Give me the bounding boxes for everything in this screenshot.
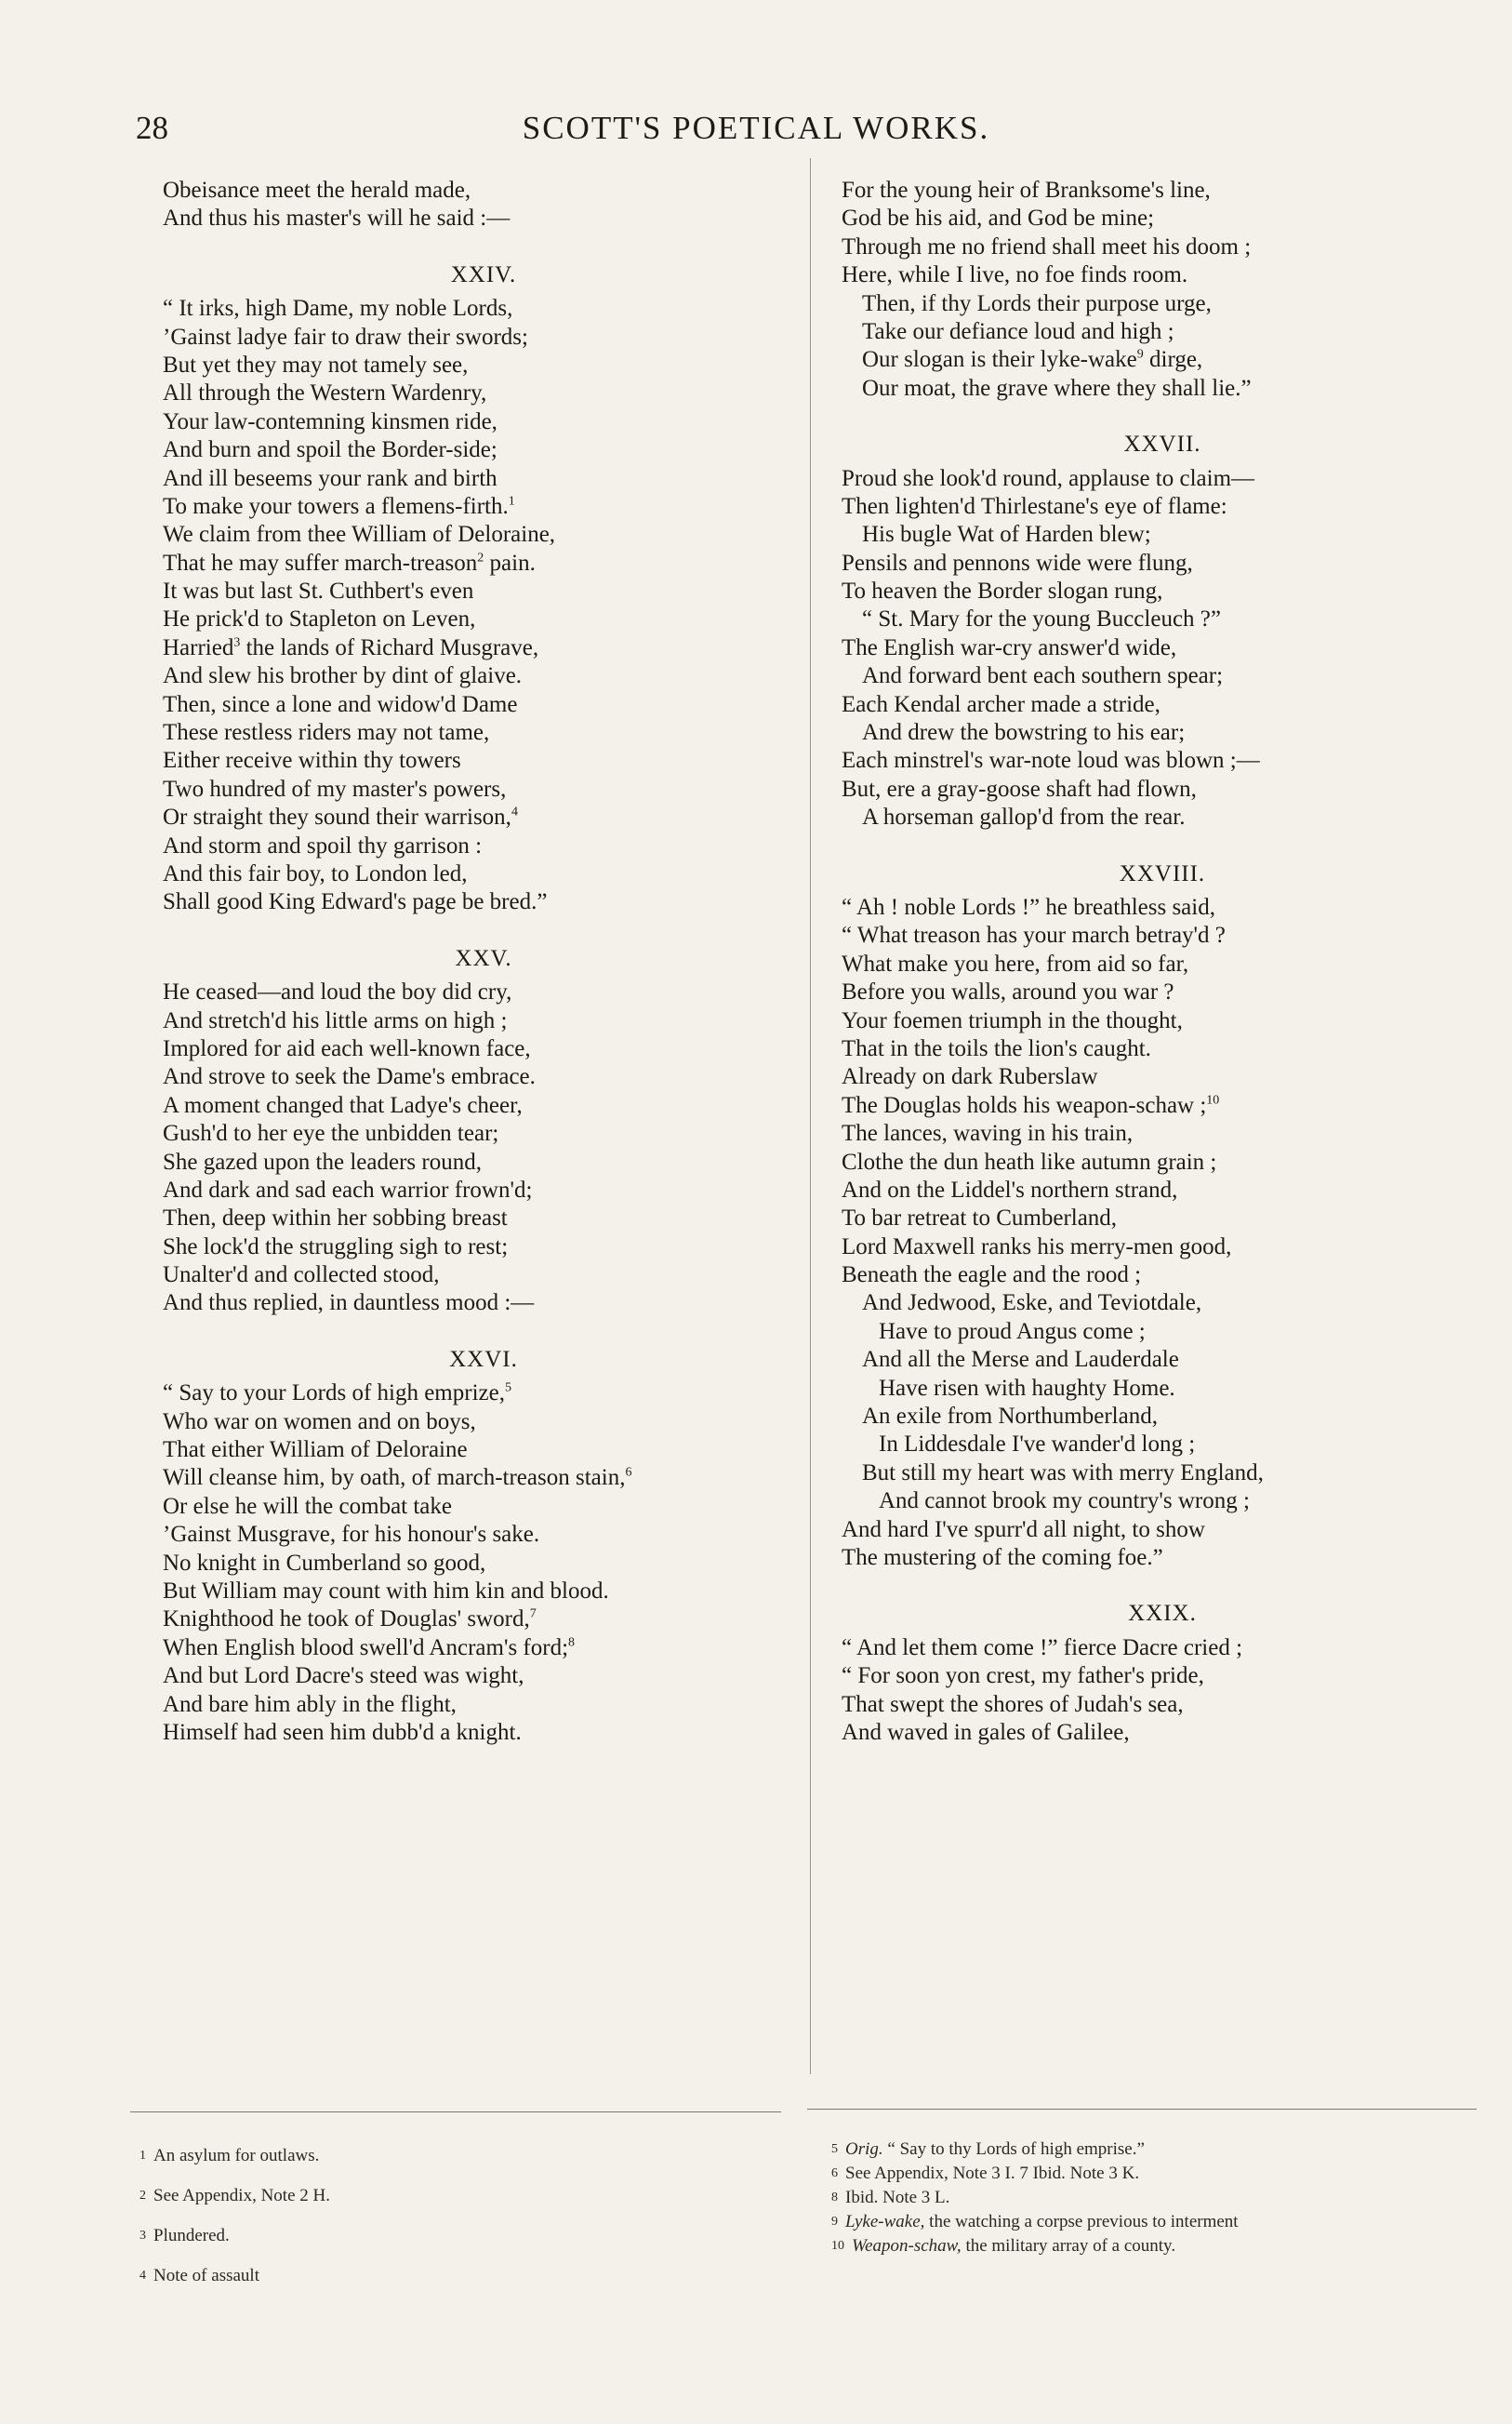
verse-text: The mustering of the coming foe.” [842,1544,1163,1570]
verse-text: And forward bent each southern spear; [862,663,1224,689]
verse-line [842,1007,1483,1035]
verse-text: The lances, waving in his train, [842,1121,1134,1147]
verse-text: And slew his brother by dint of glaive. [163,663,523,689]
verse-text: An exile from Northumberland, [862,1404,1158,1430]
verse-line [842,951,1483,979]
verse-line [163,1205,804,1232]
stanza-number: XXVIII. [1119,860,1206,886]
verse-line [842,521,1483,549]
verse-text: A moment changed that Ladye's cheer, [163,1092,523,1118]
verse-line [842,1035,1483,1063]
verse-text: And strove to seek the Dame's embrace. [163,1064,536,1090]
verse-text: Beneath the eagle and the rood ; [842,1262,1142,1288]
verse-text: Obeisance meet the herald made, [163,178,471,203]
verse-text: And ill beseems your rank and birth [163,465,497,491]
verse-line [842,691,1483,719]
verse-line [842,894,1483,922]
verse-line [163,578,804,606]
verse-line [842,375,1483,403]
verse-text: All through the Western Wardenry, [163,380,487,406]
verse-text: He prick'd to Stapleton on Leven, [163,606,476,633]
verse-line [163,493,804,521]
verse-line [842,493,1483,521]
verse-text: And cannot brook my country's wrong ; [879,1488,1250,1514]
verse-line [163,1177,804,1205]
verse-text: Lord Maxwell ranks his merry-men good, [842,1233,1232,1259]
footnote-mark: 1 [139,2149,146,2163]
footnote-term: Orig. [845,2139,883,2159]
verse-text: But William may count with him kin and blood. [163,1578,609,1604]
verse-line [163,634,804,662]
footnote-mark: 9 [831,2215,838,2229]
verse-line [842,804,1483,832]
verse-line [163,1261,804,1289]
verse-text: “ It irks, high Dame, my noble Lords, [163,296,513,322]
verse-line [163,1464,804,1492]
verse-line [842,1063,1483,1091]
verse-line [163,1662,804,1690]
footnote-text: the watching a corpse previous to interment [924,2212,1239,2231]
verse-line [842,465,1483,493]
verse-line [163,205,804,233]
verse-text: And waved in gales of Galilee, [842,1719,1130,1745]
footnote-mark: 4 [139,2269,146,2283]
verse-text: Through me no friend shall meet his doom ; [842,233,1252,260]
verse-text: But yet they may not tamely see, [163,352,469,378]
verse-text: Then, since a lone and widow'd Dame [163,691,518,717]
verse-text: “ Ah ! noble Lords !” he breathless said, [842,894,1215,920]
footnote-ref: 9 [1136,348,1144,363]
verse-line [842,1289,1483,1317]
verse-text: Implored for aid each well-known face, [163,1035,531,1061]
verse-text: When English blood swell'd Ancram's ford; [163,1634,569,1660]
verse-text: Pensils and pennons wide were flung, [842,550,1193,576]
footnote-rule-left [130,2111,781,2112]
verse-line [163,776,804,804]
verse-text: A horseman gallop'd from the rear. [862,805,1186,831]
footnote-ref: 4 [511,805,518,819]
verse-line [163,1063,804,1091]
verse-text-continued: pain. [484,550,536,576]
verse-text-continued: dirge, [1143,347,1203,373]
verse-line [163,352,804,380]
verse-text: Himself had seen him dubb'd a knight. [163,1719,522,1745]
verse-line [163,436,804,464]
verse-text: Or straight they sound their warrison, [163,805,511,831]
verse-line [842,1375,1483,1403]
verse-text: Then, if thy Lords their purpose urge, [862,290,1212,316]
page-number: 28 [136,110,168,146]
verse-line [842,1634,1483,1662]
verse-line [842,1120,1483,1148]
verse-text: Our moat, the grave where they shall lie.” [862,375,1252,401]
verse-text: And thus replied, in dauntless mood :— [163,1290,535,1316]
footnote [139,2256,330,2296]
verse-text: The Douglas holds his weapon-schaw ; [842,1092,1207,1118]
footnote-mark: 6 [831,2166,838,2180]
verse-line [842,634,1483,662]
verse-line [163,832,804,860]
verse-text: Each minstrel's war-note loud was blown ;— [842,748,1260,774]
verse-text: Then lighten'd Thirlestane's eye of flame: [842,493,1227,519]
footnote [831,2138,1239,2162]
verse-line [842,1431,1483,1458]
verse-line [842,1487,1483,1515]
verse-text: We claim from thee William of Deloraine, [163,522,556,548]
verse-text: In Liddesdale I've wander'd long ; [879,1432,1196,1458]
verse-text: That he may suffer march-treason [163,550,478,576]
footnote-text: See Appendix, Note 2 H. [153,2186,330,2205]
footnote-ref: 2 [477,551,484,566]
verse-line [842,205,1483,233]
footnote [139,2216,330,2256]
footnote-text: Plundered. [153,2226,230,2245]
verse-line [842,1261,1483,1289]
verse-text: And bare him ably in the flight, [163,1691,457,1717]
column-divider [810,158,811,2074]
verse-line [842,606,1483,633]
verse-text: “ Say to your Lords of high emprize, [163,1380,505,1406]
verse-text: Our slogan is their lyke-wake [862,347,1137,373]
verse-line [163,1289,804,1317]
verse-line [163,1092,804,1120]
verse-text: He ceased—and loud the boy did cry, [163,979,512,1006]
verse-text: Gush'd to her eye the unbidden tear; [163,1121,499,1147]
verse-line [842,261,1483,289]
verse-text: To heaven the Border slogan rung, [842,579,1163,605]
verse-line [842,747,1483,775]
verse-text: Will cleanse him, by oath, of march-treason stain, [163,1465,626,1491]
verse-text: These restless riders may not tame, [163,720,490,746]
verse-line [842,578,1483,606]
stanza-number: XXVII. [1123,432,1201,458]
verse-line [163,719,804,747]
verse-line [842,1318,1483,1346]
verse-line [163,1035,804,1063]
verse-line [842,1691,1483,1719]
verse-line [163,1120,804,1148]
verse-text: The English war-cry answer'd wide, [842,634,1177,660]
footnote [139,2176,330,2216]
verse-line [842,922,1483,950]
verse-line [842,1205,1483,1232]
verse-line [163,747,804,775]
verse-text: It was but last St. Cuthbert's even [163,579,474,605]
footnote [831,2162,1239,2186]
verse-line [163,1634,804,1662]
verse-line [842,318,1483,346]
verse-text: And burn and spoil the Border-side; [163,437,497,463]
verse-line [842,233,1483,261]
verse-text: His bugle Wat of Harden blew; [862,522,1151,548]
verse-text: “ And let them come !” fierce Dacre cried ; [842,1634,1243,1660]
verse-line [842,1233,1483,1261]
verse-line [163,1719,804,1747]
verse-line [163,979,804,1006]
footnote-text: Note of assault [153,2266,259,2285]
verse-line [163,408,804,436]
verse-text: Shall good King Edward's page be bred.” [163,889,548,915]
verse-text: Who war on women and on boys, [163,1408,476,1434]
verse-line [163,1550,804,1578]
verse-line [163,1691,804,1719]
verse-line [163,662,804,690]
footnote-mark: 3 [139,2229,146,2243]
verse-text: That either William of Deloraine [163,1437,468,1463]
verse-line [163,295,804,323]
verse-text: And storm and spoil thy garrison : [163,832,483,859]
footnote-term: Weapon-schaw, [852,2236,962,2256]
verse-text: Take our defiance loud and high ; [862,318,1174,344]
verse-line [163,1149,804,1177]
verse-line [163,1233,804,1261]
verse-line [842,1662,1483,1690]
footnote [831,2234,1239,2258]
verse-text: And thus his master's will he said :— [163,206,511,232]
verse-text: Your foemen triumph in the thought, [842,1007,1183,1033]
left-column [163,177,804,1747]
verse-line [163,691,804,719]
verse-text: Unalter'd and collected stood, [163,1262,440,1288]
verse-line [163,804,804,832]
verse-line [842,662,1483,690]
footnote-ref: 6 [625,1466,632,1481]
footnote-text: the military array of a county. [961,2236,1176,2256]
verse-line [163,324,804,352]
verse-text: But, ere a gray-goose shaft had flown, [842,776,1197,802]
footnote-text: “ Say to thy Lords of high emprise.” [882,2139,1145,2159]
footnote-ref: 3 [233,635,241,650]
verse-line [842,1516,1483,1544]
footnote-rule-right [807,2109,1477,2110]
footnotes-left [139,2136,330,2296]
verse-text: “ St. Mary for the young Buccleuch ?” [862,606,1221,633]
verse-text: And Jedwood, Eske, and Teviotdale, [862,1290,1202,1316]
verse-line [842,1149,1483,1177]
verse-line [163,177,804,205]
footnote-ref: 10 [1206,1093,1220,1108]
verse-text: Knighthood he took of Douglas' sword, [163,1606,530,1632]
verse-line [163,888,804,916]
footnote [831,2186,1239,2210]
footnote-mark: 5 [831,2142,838,2156]
verse-text: “ What treason has your march betray'd ? [842,923,1226,949]
verse-line [842,346,1483,374]
verse-text: ’Gainst ladye fair to draw their swords; [163,324,528,350]
verse-text: Clothe the dun heath like autumn grain ; [842,1149,1217,1175]
footnote-text: An asylum for outlaws. [153,2146,320,2165]
verse-text: What make you here, from aid so far, [842,951,1189,977]
verse-line [163,521,804,549]
verse-text: And stretch'd his little arms on high ; [163,1007,508,1033]
footnote [139,2136,330,2176]
verse-text: “ For soon yon crest, my father's pride, [842,1663,1204,1689]
footnote-mark: 8 [831,2191,838,2204]
verse-text: She lock'd the struggling sigh to rest; [163,1233,509,1259]
running-title: SCOTT'S POETICAL WORKS. [522,110,990,146]
verse-line [842,550,1483,578]
verse-text: Here, while I live, no foe finds room. [842,262,1188,288]
verse-text: Each Kendal archer made a stride, [842,691,1161,717]
stanza-number: XXIX. [1128,1601,1197,1627]
verse-line [163,1436,804,1464]
verse-line [842,776,1483,804]
verse-text: To bar retreat to Cumberland, [842,1205,1118,1232]
verse-text: Your law-contemning kinsmen ride, [163,408,497,434]
stanza-number: XXVI. [449,1346,518,1372]
verse-line [163,380,804,407]
verse-text: And this fair boy, to London led, [163,860,468,886]
verse-text: That in the toils the lion's caught. [842,1035,1151,1061]
verse-text: God be his aid, and God be mine; [842,206,1155,232]
verse-text: And hard I've spurr'd all night, to show [842,1516,1205,1542]
verse-text: That swept the shores of Judah's sea, [842,1691,1184,1717]
verse-line [163,606,804,633]
verse-line [842,1719,1483,1747]
verse-text-continued: the lands of Richard Musgrave, [240,634,539,660]
verse-text: Two hundred of my master's powers, [163,776,507,802]
verse-line [163,1578,804,1605]
verse-line [163,465,804,493]
verse-line [842,177,1483,205]
verse-line [842,979,1483,1006]
page-header [0,110,1512,156]
verse-text: And dark and sad each warrior frown'd; [163,1177,533,1203]
verse-text: Have to proud Angus come ; [879,1318,1146,1344]
footnote-ref: 5 [504,1380,511,1395]
footnote-text: See Appendix, Note 3 I. 7 Ibid. Note 3 K. [845,2164,1140,2183]
verse-line [842,1403,1483,1431]
verse-line [163,1379,804,1407]
verse-line [163,1408,804,1436]
verse-line [842,719,1483,747]
verse-line [842,1459,1483,1487]
footnote-ref: 1 [508,494,515,509]
verse-line [842,290,1483,318]
verse-text: Then, deep within her sobbing breast [163,1205,508,1232]
verse-text: Proud she look'd round, applause to claim— [842,465,1255,491]
footnote-text: Ibid. Note 3 L. [845,2188,950,2207]
verse-line [842,1346,1483,1374]
verse-text: Or else he will the combat take [163,1493,452,1519]
verse-line [842,1092,1483,1120]
footnote-ref: 8 [568,1635,576,1650]
verse-text: Have risen with haughty Home. [879,1375,1175,1401]
footnote-term: Lyke-wake, [845,2212,925,2231]
stanza-number: XXIV. [450,261,517,287]
verse-text: To make your towers a flemens-firth. [163,493,509,519]
footnote-mark: 10 [831,2239,844,2253]
verse-text: She gazed upon the leaders round, [163,1149,482,1175]
verse-text: Harried [163,634,234,660]
verse-text: ’Gainst Musgrave, for his honour's sake. [163,1522,540,1548]
verse-line [842,1544,1483,1572]
verse-text: No knight in Cumberland so good, [163,1550,486,1576]
footnote [831,2210,1239,2234]
verse-text: Already on dark Ruberslaw [842,1064,1098,1090]
verse-line [163,1605,804,1633]
verse-text: But still my heart was with merry England, [862,1459,1264,1485]
verse-text: And on the Liddel's northern strand, [842,1177,1178,1203]
footnotes-right [831,2138,1239,2258]
verse-text: For the young heir of Branksome's line, [842,178,1211,203]
verse-text: Before you walls, around you war ? [842,979,1174,1006]
verse-text: And but Lord Dacre's steed was wight, [163,1663,524,1689]
verse-line [163,550,804,578]
right-column [842,177,1483,1747]
verse-text: And drew the bowstring to his ear; [862,720,1186,746]
verse-line [163,1007,804,1035]
stanza-number: XXV. [455,945,512,971]
verse-line [163,860,804,888]
verse-line [842,1177,1483,1205]
verse-line [163,1521,804,1549]
footnote-ref: 7 [529,1607,537,1622]
verse-text: And all the Merse and Lauderdale [862,1347,1179,1373]
footnote-mark: 2 [139,2189,146,2203]
verse-text: Either receive within thy towers [163,748,461,774]
verse-line [163,1493,804,1521]
